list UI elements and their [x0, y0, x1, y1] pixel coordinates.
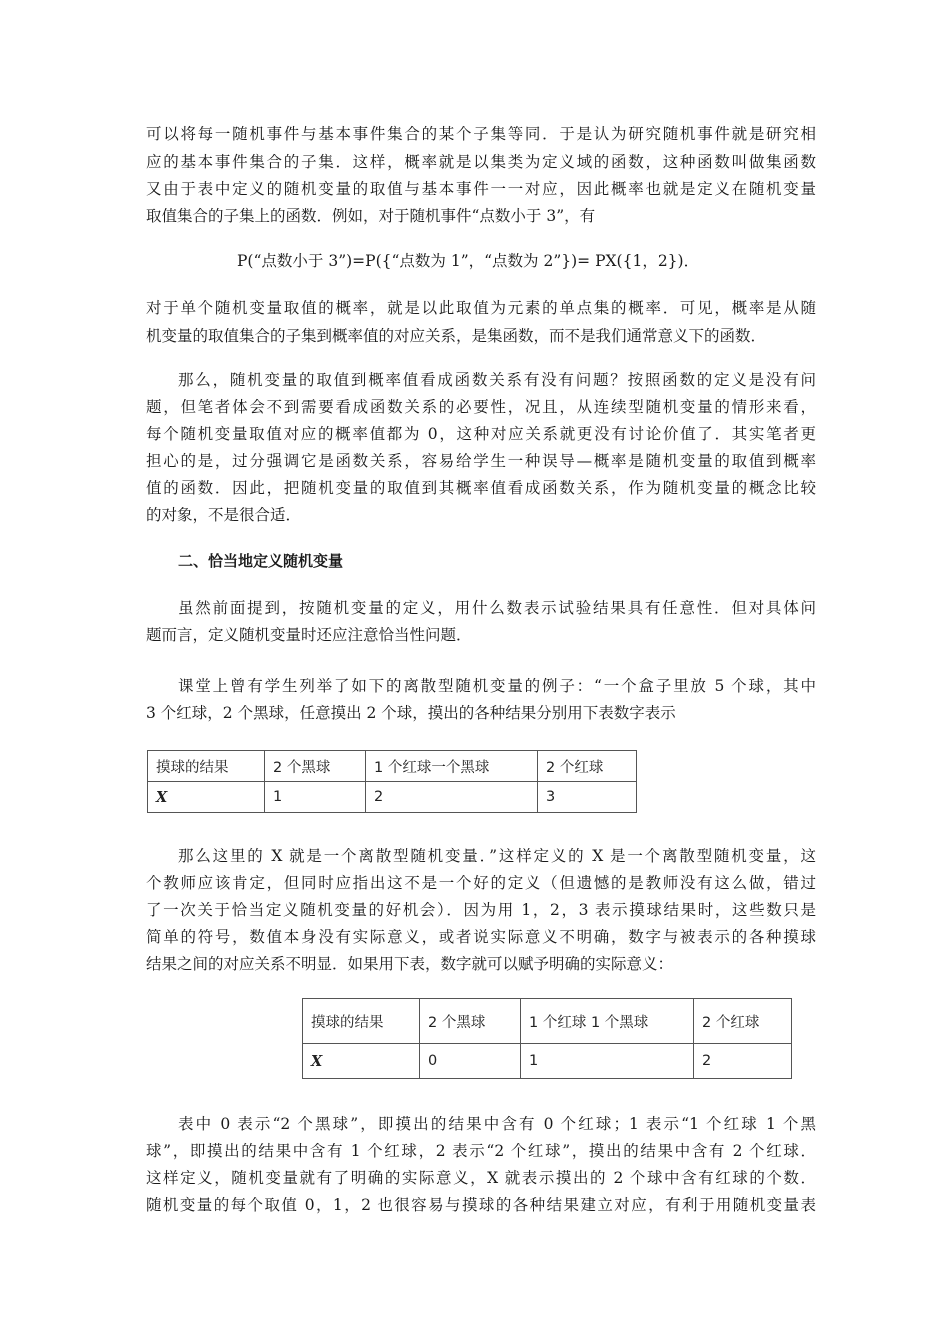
table-header-row [148, 751, 637, 782]
result-mapping-table-2 [302, 998, 792, 1079]
paragraph1-line-2: 应的基本事件集合的子集．这样，概率就是以集类为定义域的函数，这种函数叫做集函数 [146, 153, 816, 171]
paragraph5-line-1: 课堂上曾有学生列举了如下的离散型随机变量的例子：“一个盒子里放 5 个球，其中 [178, 677, 816, 695]
paragraph5-line-2: 3 个红球，2 个黑球，任意摸出 2 个球，摸出的各种结果分别用下表数字表示 [146, 704, 676, 722]
paragraph3-line-1: 那么，随机变量的取值到概率值看成函数关系有没有问题？按照函数的定义是没有问 [178, 371, 816, 389]
paragraph3-line-6: 的对象，不是很合适． [146, 506, 302, 524]
table-cell: X [303, 1044, 420, 1079]
table-cell: 2 [694, 1044, 792, 1079]
paragraph4-line-2: 题而言，定义随机变量时还应注意恰当性问题． [146, 626, 472, 644]
paragraph3-line-3: 每个随机变量取值对应的概率值都为 0，这种对应关系就更没有讨论价值了．其实笔者更 [146, 425, 816, 443]
paragraph6-line-1: 那么这里的 X 就是一个离散型随机变量．”这样定义的 X 是一个离散型随机变量，这 [178, 847, 816, 865]
paragraph3-line-4: 担心的是，过分强调它是函数关系，容易给学生一种误导—概率是随机变量的取值到概率 [146, 452, 816, 470]
paragraph2-line-2: 机变量的取值集合的子集到概率值的对应关系，是集函数，而不是我们通常意义下的函数． [146, 327, 767, 345]
paragraph4-line-1: 虽然前面提到，按随机变量的定义，用什么数表示试验结果具有任意性．但对具体问 [178, 599, 816, 617]
paragraph2-line-1: 对于单个随机变量取值的概率，就是以此取值为元素的单点集的概率．可见，概率是从随 [146, 299, 816, 317]
table-cell: 2 个黑球 [420, 999, 521, 1044]
paragraph6-line-4: 简单的符号，数值本身没有实际意义，或者说实际意义不明确，数字与被表示的各种摸球 [146, 928, 816, 946]
table-cell: 2 [366, 782, 538, 813]
table-cell: 1 个红球一个黑球 [366, 751, 538, 782]
table-cell: 摸球的结果 [148, 751, 265, 782]
paragraph6-line-2: 个教师应该肯定，但同时应指出这不是一个好的定义（但遗憾的是教师没有这么做，错过 [146, 874, 816, 892]
table-cell: 3 [538, 782, 637, 813]
paragraph3-line-2: 题，但笔者体会不到需要看成函数关系的必要性，况且，从连续型随机变量的情形来看， [146, 398, 816, 416]
table-cell: X [148, 782, 265, 813]
paragraph7-line-2: 球”，即摸出的结果中含有 1 个红球，2 表示“2 个红球”，摸出的结果中含有 2 个红球． [146, 1142, 816, 1160]
table-cell: 2 个红球 [538, 751, 637, 782]
table-header-row [303, 999, 792, 1044]
paragraph7-line-3: 这样定义，随机变量就有了明确的实际意义，X 就表示摸出的 2 个球中含有红球的个数． [146, 1169, 816, 1187]
paragraph3-line-5: 值的函数．因此，把随机变量的取值到其概率值看成函数关系，作为随机变量的概念比较 [146, 479, 816, 497]
table-row [148, 782, 637, 813]
paragraph7-line-4: 随机变量的每个取值 0，1，2 也很容易与摸球的各种结果建立对应，有利于用随机变量表 [146, 1196, 816, 1214]
table-cell: 摸球的结果 [303, 999, 420, 1044]
table-cell: 2 个黑球 [265, 751, 366, 782]
table-row [303, 1044, 792, 1079]
paragraph1-line-3: 又由于表中定义的随机变量的取值与基本事件一一对应，因此概率也就是定义在随机变量 [146, 180, 816, 198]
paragraph1-line-1: 可以将每一随机事件与基本事件集合的某个子集等同．于是认为研究随机事件就是研究相 [146, 125, 816, 143]
table-cell: 1 [265, 782, 366, 813]
table-cell: 0 [420, 1044, 521, 1079]
section-heading: 二、恰当地定义随机变量 [178, 552, 344, 570]
table-cell: 1 [521, 1044, 694, 1079]
paragraph6-line-5: 结果之间的对应关系不明显．如果用下表，数字就可以赋予明确的实际意义： [146, 955, 674, 973]
probability-formula: P(“点数小于 3”)=P({“点数为 1”，“点数为 2”})= PX({1，2})． [237, 252, 700, 270]
table-cell: 1 个红球 1 个黑球 [521, 999, 694, 1044]
paragraph7-line-1: 表中 0 表示“2 个黑球”，即摸出的结果中含有 0 个红球；1 表示“1 个红球 1 个黑 [178, 1115, 816, 1133]
table-cell: 2 个红球 [694, 999, 792, 1044]
result-mapping-table-1 [147, 750, 637, 813]
paragraph1-line-4: 取值集合的子集上的函数．例如，对于随机事件“点数小于 3”，有 [146, 207, 596, 225]
paragraph6-line-3: 了一次关于恰当定义随机变量的好机会）．因为用 1，2，3 表示摸球结果时，这些数只是 [146, 901, 816, 919]
